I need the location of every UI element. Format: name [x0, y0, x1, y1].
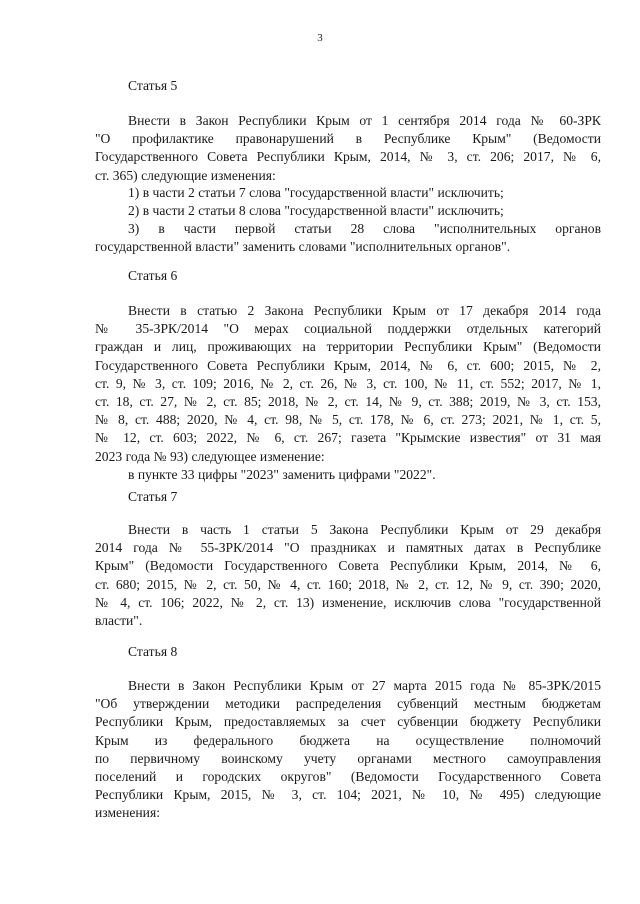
article-5-heading: Статья 5 [128, 78, 178, 93]
article-5-line-1: Внести в Закон Республики Крым от 1 сентября 2014 года № 60-ЗРК [128, 113, 601, 128]
page-number: 3 [317, 32, 323, 44]
article-5-line-4: ст. 365) следующие изменения: [95, 167, 276, 183]
article-8-intro: Внести в Закон Республики Крым от 27 марта 2015 года № 85-ЗРК/2015 "Об утверждении методики распределения субвенций местным бюджетам Республики Крым, предоставляемых за счет субвенции бюджету Республики Крым из федерального бюджета на осуществление полномочий по первичному воинскому учету органами местного самоуправления поселений и городских округов" (Ведомости Государственного Совета Республики Крым, 2015, № 3, ст. 104; 2021, № 10, № 495) следующие изменения: [95, 678, 601, 821]
article-6-item: в пункте 33 цифры "2023" заменить цифрами "2022". [128, 467, 436, 482]
article-6-heading: Статья 6 [128, 268, 178, 283]
article-8-heading: Статья 8 [128, 644, 178, 659]
article-5-line-3: Государственного Совета Республики Крым, 2014, № 3, ст. 206; 2017, № 6, [95, 149, 601, 165]
article-5-item-2: 2) в части 2 статьи 8 слова "государственной власти" исключить; [128, 203, 504, 218]
article-7-heading: Статья 7 [128, 489, 178, 504]
article-5-item-3-cont: государственной власти" заменить словами "исполнительных органов". [95, 239, 511, 254]
article-6-intro: Внести в статью 2 Закона Республики Крым от 17 декабря 2014 года № 35-ЗРК/2014 "О мерах социальной поддержки отдельных категорий граждан и лиц, проживающих на территории Республики Крым" (Ведомости Государственного Совета Республики Крым, 2014, № 6, ст. 600; 2015, № 2, ст. 9, № 3, ст. 109; 2016, № 2, ст. 26, № 3, ст. 100, № 11, ст. 552; 2017, № 1, ст. 18, ст. 27, № 2, ст. 85; 2018, № 2, ст. 14, № 9, ст. 388; 2019, № 3, ст. 153, № 8, ст. 488; 2020, № 4, ст. 98, № 5, ст. 178, № 6, ст. 273; 2021, № 1, ст. 5, № 12, ст. 603; 2022, № 6, ст. 267; газета "Крымские известия" от 31 мая 2023 года № 93) следующее изменение: [95, 303, 601, 464]
article-5-intro [95, 112, 601, 185]
article-7-intro: Внести в часть 1 статьи 5 Закона Республики Крым от 29 декабря 2014 года № 55-ЗРК/2014 "О праздниках и памятных датах в Республике Крым" (Ведомости Государственного Совета Республики Крым, 2014, № 6, ст. 680; 2015, № 2, ст. 50, № 4, ст. 160; 2018, № 2, ст. 12, № 9, ст. 390; 2020, № 4, ст. 106; 2022, № 2, ст. 13) изменение, исключив слова "государственной власти". [95, 522, 601, 629]
article-5-item-3: 3) в части первой статьи 28 слова "исполнительных органов [128, 221, 601, 236]
article-5-line-2: "О профилактике правонарушений в Республике Крым" (Ведомости [95, 131, 601, 147]
article-5-item-1: 1) в части 2 статьи 7 слова "государственной власти" исключить; [128, 185, 504, 200]
